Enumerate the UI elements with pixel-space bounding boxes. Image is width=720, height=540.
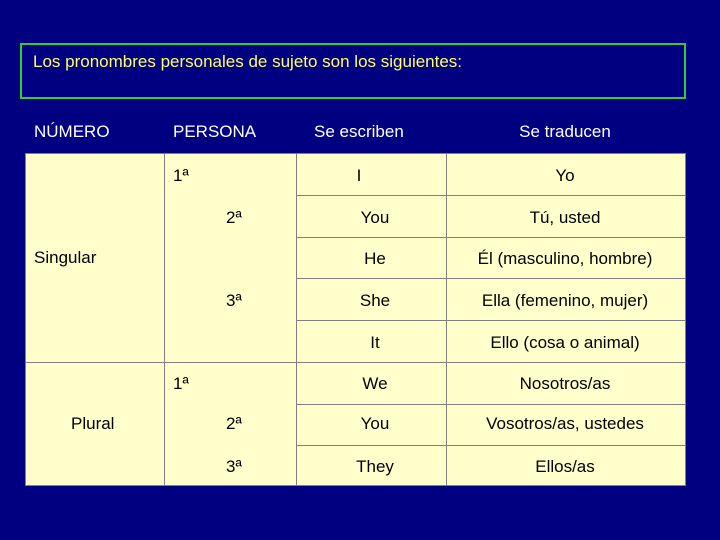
grid-line xyxy=(25,362,686,363)
grid-line xyxy=(296,237,686,238)
grid-line xyxy=(296,320,686,321)
persona-cell: 1ª xyxy=(173,374,189,393)
traduce-cell: Tú, usted xyxy=(529,208,601,227)
traduce-cell: Ello (cosa o animal) xyxy=(490,333,640,352)
grid-line xyxy=(296,278,686,279)
numero-plural: Plural xyxy=(71,414,115,433)
numero-singular: Singular xyxy=(34,248,97,267)
traduce-cell: Ella (femenino, mujer) xyxy=(481,291,649,310)
escribe-cell: She xyxy=(359,291,391,310)
pronoun-table xyxy=(25,112,686,486)
grid-line xyxy=(164,153,165,486)
header-persona: PERSONA xyxy=(173,122,257,141)
traduce-cell: Nosotros/as xyxy=(519,374,611,393)
traduce-cell: Él (masculino, hombre) xyxy=(477,249,653,268)
grid-line xyxy=(296,445,686,446)
grid-line xyxy=(296,195,686,196)
slide-title-box xyxy=(20,43,686,99)
header-se-escriben: Se escriben xyxy=(314,122,404,141)
escribe-cell: You xyxy=(360,414,390,433)
escribe-cell: He xyxy=(364,249,386,268)
persona-cell: 3ª xyxy=(226,457,242,476)
grid-line xyxy=(25,485,686,486)
grid-line xyxy=(296,404,686,405)
persona-cell: 3ª xyxy=(226,291,242,310)
traduce-cell: Yo xyxy=(555,166,575,185)
grid-line xyxy=(446,153,447,486)
escribe-cell: We xyxy=(362,374,388,393)
persona-cell: 2ª xyxy=(226,208,242,227)
escribe-cell: You xyxy=(360,208,390,227)
table-header xyxy=(25,112,686,153)
escribe-cell: They xyxy=(356,457,394,476)
grid-line xyxy=(25,153,26,486)
escribe-cell: I xyxy=(356,166,362,185)
traduce-cell: Ellos/as xyxy=(535,457,595,476)
slide-title: Los pronombres personales de sujeto son los siguientes: xyxy=(33,52,463,71)
grid-line xyxy=(685,153,686,486)
header-se-traducen: Se traducen xyxy=(519,122,611,141)
escribe-cell: It xyxy=(370,333,380,352)
traduce-cell: Vosotros/as, ustedes xyxy=(486,414,644,433)
persona-cell: 2ª xyxy=(226,414,242,433)
grid-line xyxy=(296,153,297,486)
persona-cell: 1ª xyxy=(173,166,189,185)
header-numero: NÚMERO xyxy=(34,122,110,141)
grid-line xyxy=(25,153,686,154)
